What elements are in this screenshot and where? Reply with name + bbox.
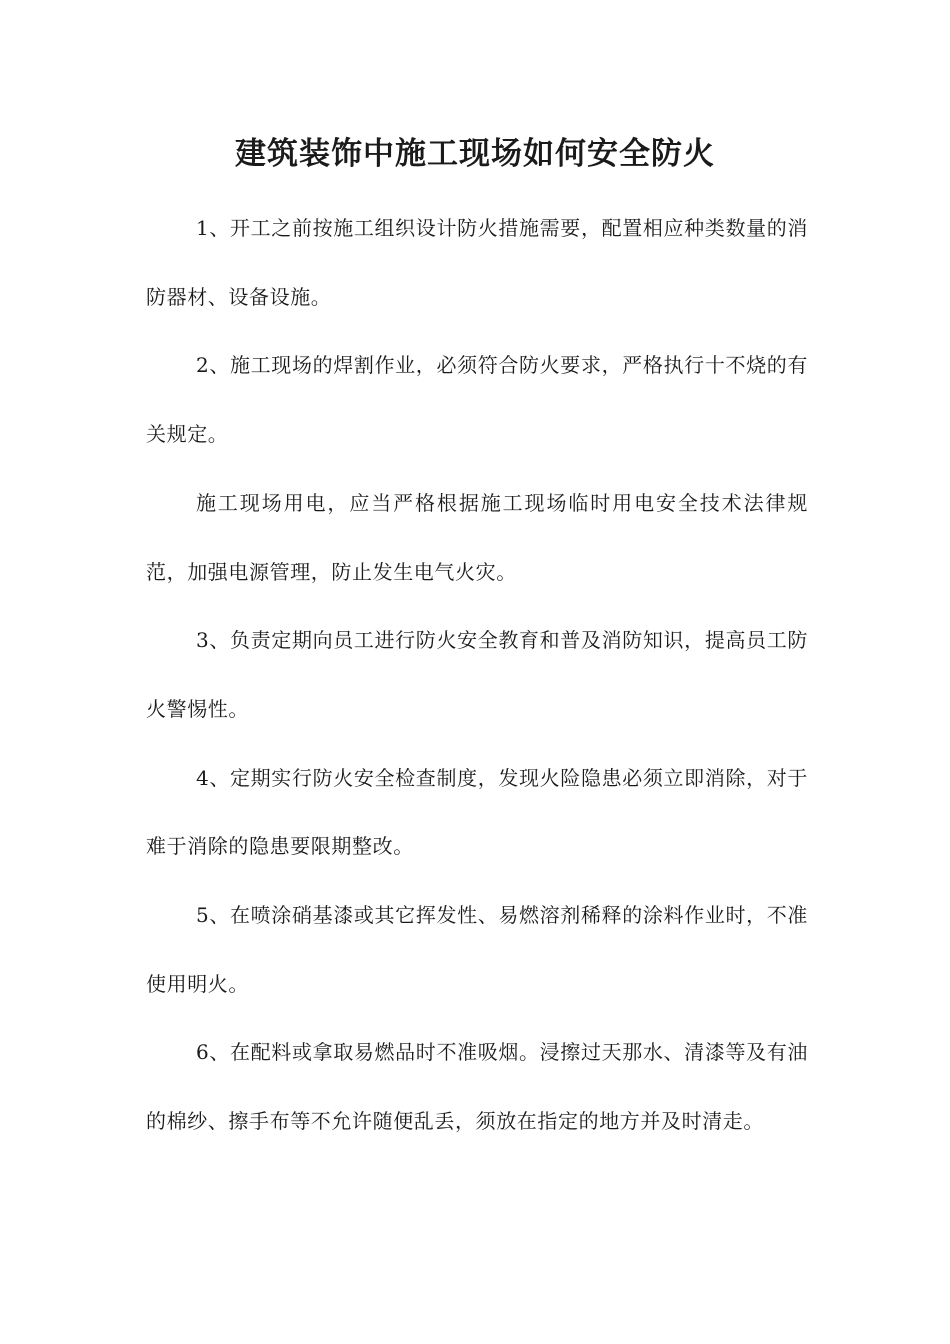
paragraph-7: 6、在配料或拿取易燃品时不准吸烟。浸擦过天那水、清漆等及有油的棉纱、擦手布等不允许随便乱丢，须放在指定的地方并及时清走。 [146,1040,808,1134]
paragraph-1: 1、开工之前按施工组织设计防火措施需要，配置相应种类数量的消防器材、设备设施。 [146,216,808,309]
document-title: 建筑装饰中施工现场如何安全防火 [235,136,715,172]
paragraph-3: 施工现场用电，应当严格根据施工现场临时用电安全技术法律规范，加强电源管理，防止发生电气火灾。 [146,490,808,584]
paragraph-6: 5、在喷涂硝基漆或其它挥发性、易燃溶剂稀释的涂料作业时，不准使用明火。 [146,903,808,996]
paragraph-2: 2、施工现场的焊割作业，必须符合防火要求，严格执行十不烧的有关规定。 [146,353,808,447]
paragraph-5: 4、定期实行防火安全检查制度，发现火险隐患必须立即消除，对于难于消除的隐患要限期整改。 [146,765,808,859]
paragraph-4: 3、负责定期向员工进行防火安全教育和普及消防知识，提高员工防火警惕性。 [146,628,808,721]
document-body [146,194,808,1156]
